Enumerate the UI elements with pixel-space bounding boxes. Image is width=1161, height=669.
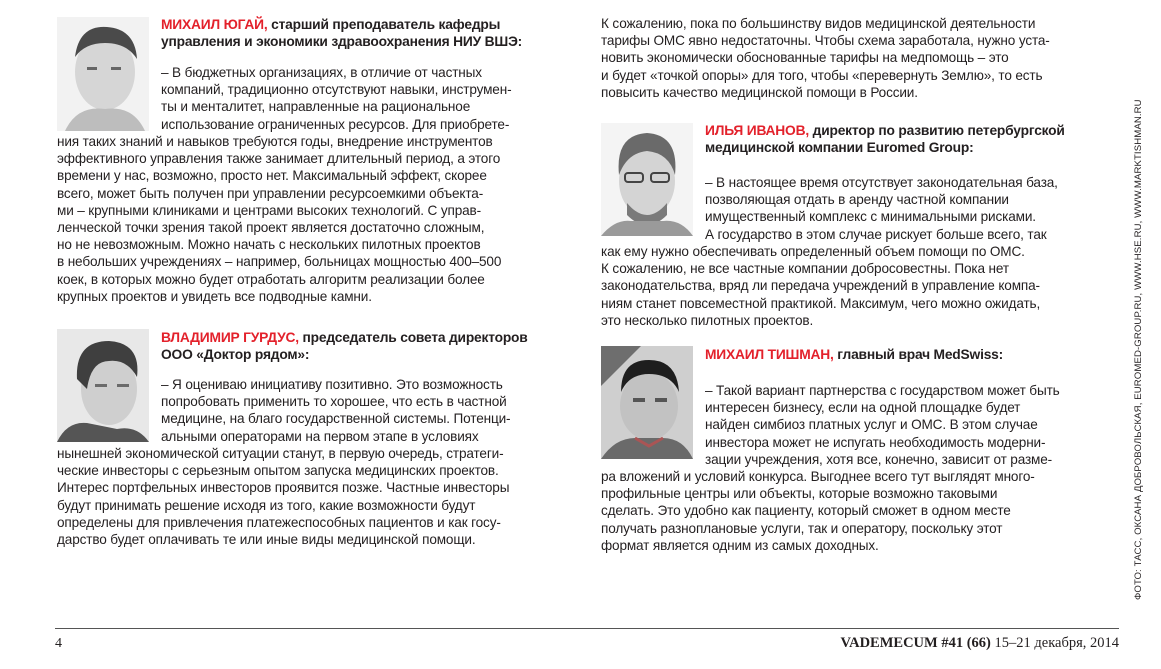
expert-name: МИХАИЛ ЮГАЙ, [161,17,268,32]
quote-line: – В бюджетных организациях, в отличие от частных [161,65,482,80]
quote-line: крупных проектов и увидеть все подводные камни. [57,288,372,304]
quote-line: попробовать применить то хорошее, что есть в частной [161,394,507,410]
expert-title: старший преподаватель кафедры [267,17,501,32]
quote-line: – В настоящее время отсутствует законодательная база, [705,175,1058,190]
quote-line: законодательства, вряд ли передача учреждений в управление компа- [601,278,1040,294]
quote-line: нынешней экономической ситуации станут, в первую очередь, стратеги- [57,446,504,461]
quote-line: альными операторами на первом этапе в условиях [161,428,479,444]
continuation-paragraph [601,15,1050,101]
quote-line: зации учреждения, хотя все, конечно, зависит от разме- [705,451,1053,467]
expert-title: директор по развитию петербургской [809,123,1065,138]
expert-quote-gurdus [161,376,510,445]
expert-quote-tishman-cont [601,468,1035,554]
quote-line: – Я оцениваю инициативу позитивно. Это возможность [161,377,503,392]
quote-line: ленческой точки зрения такой проект является достаточно сложным, [57,220,485,236]
quote-line: но не невозможным. Можно начать с нескольких пилотных проектов [57,237,481,253]
expert-photo-ivanov [601,123,693,236]
paragraph-line: К сожалению, пока по большинству видов медицинской деятельности [601,16,1036,31]
expert-quote-tishman [705,382,1060,468]
quote-line: найден симбиоз платных услуг и ОМС. В этом случае [705,417,1038,433]
paragraph-line: новить экономически обоснованные тарифы на медпомощь – это [601,50,1009,66]
page-number: 4 [55,636,62,651]
expert-quote-gurdus-cont [57,445,509,548]
portrait-icon [601,346,693,459]
quote-line: медицине, на благо государственной системы. Потенци- [161,411,511,427]
expert-quote-ivanov-cont [601,243,1040,329]
quote-line: ческие инвесторы с серьезным опытом запуска медицинских проектов. [57,463,499,479]
quote-line: ниям станет повсеместной практикой. Максимум, чего можно ожидать, [601,295,1041,311]
quote-line: времени у нас, возможно, просто нет. Максимальный эффект, скорее [57,168,487,184]
quote-line: это несколько пилотных проектов. [601,312,814,328]
paragraph-line: повысить качество медицинской помощи в России. [601,84,918,100]
expert-heading-gurdus [161,330,528,363]
expert-heading-tishman [705,347,1003,364]
quote-line: – Такой вариант партнерства с государством может быть [705,383,1060,398]
issue-date: 15–21 декабря, 2014 [990,635,1119,651]
publication-name: VADEMECUM #41 (66) [840,635,991,651]
quote-line: ты и менталитет, направленные на рациональное [161,99,471,115]
expert-title: ООО «Доктор рядом»: [161,346,310,362]
expert-quote-yugay-cont [57,133,501,305]
portrait-icon [601,123,693,236]
quote-line: эффективного управления также занимает длительный период, а этого [57,151,501,167]
quote-line: дарство будет оплачивать те или иные виды медицинской помощи. [57,532,476,548]
expert-title: председатель совета директоров [298,330,528,345]
issue-info [841,635,1120,652]
expert-title: главный врач MedSwiss: [833,347,1004,362]
quote-line: ра вложений и условий конкурса. Выгоднее всего тут выглядят много- [601,469,1035,484]
expert-name: МИХАИЛ ТИШМАН, [705,347,834,362]
quote-line: использование ограниченных ресурсов. Для приобрете- [161,116,510,132]
quote-line: А государство в этом случае рискует больше всего, так [705,226,1047,242]
expert-title: управления и экономики здравоохранения НИУ ВШЭ: [161,33,523,49]
quote-line: имущественный комплекс с минимальными рисками. [705,209,1036,225]
quote-line: ми – крупными клиниками и центрами высоких технологий. С управ- [57,202,481,218]
paragraph-line: и будет «точкой опоры» для того, чтобы «перевернуть Землю», то есть [601,67,1043,83]
expert-quote-yugay [161,64,511,133]
quote-line: будут принимать решение исходя из того, какие возможности будут [57,497,476,513]
quote-line: инвестора может не испугать необходимость модерни- [705,434,1046,450]
expert-quote-ivanov [705,174,1058,243]
expert-name: ВЛАДИМИР ГУРДУС, [161,330,299,345]
expert-title: медицинской компании Euromed Group: [705,139,974,155]
expert-heading-ivanov [705,123,1065,156]
quote-line: интересен бизнесу, если на одной площадке будет [705,400,1021,416]
expert-photo-tishman [601,346,693,459]
quote-line: К сожалению, не все частные компании добросовестны. Пока нет [601,261,1009,277]
quote-line: компаний, традиционно отсутствуют навыки, инструмен- [161,82,512,98]
photo-credit: ФОТО: ТАСС, ОКСАНА ДОБРОВОЛЬСКАЯ, EUROMED-GROUP.RU, WWW.HSE.RU, WWW.MARKTISHMAN.RU [1133,99,1144,600]
quote-line: в небольших учреждениях – например, больницах мощностью 400–500 [57,254,502,270]
expert-name: ИЛЬЯ ИВАНОВ, [705,123,809,138]
quote-line: профильные центры или объекты, которые возможно таковыми [601,486,998,502]
expert-photo-yugay [57,17,149,131]
quote-line: коек, в которых можно будет отработать алгоритм реализации более [57,271,485,287]
expert-photo-gurdus [57,329,149,442]
portrait-icon [57,329,149,442]
quote-line: формат является одним из самых доходных. [601,537,879,553]
paragraph-line: тарифы ОМС явно недостаточны. Чтобы схема заработала, нужно уста- [601,33,1050,49]
expert-heading-yugay [161,17,522,50]
quote-line: сделать. Это удобно как пациенту, который сможет в одном месте [601,503,1011,519]
quote-line: Интерес портфельных инвесторов проявится позже. Частные инвесторы [57,480,510,496]
quote-line: получать разноплановые услуги, так и оператору, поскольку этот [601,520,1003,536]
portrait-icon [57,17,149,131]
footer-divider [55,628,1119,629]
quote-line: определены для привлечения платежеспособных пациентов и как госу- [57,514,501,530]
quote-line: ния таких знаний и навыков требуются годы, внедрение инструментов [57,134,493,149]
quote-line: позволяющая отдать в аренду частной компании [705,192,1009,208]
quote-line: всего, может быть получен при управлении ресурсоемкими объекта- [57,185,484,201]
quote-line: как ему нужно обеспечивать определенный объем помощи по ОМС. [601,244,1025,259]
